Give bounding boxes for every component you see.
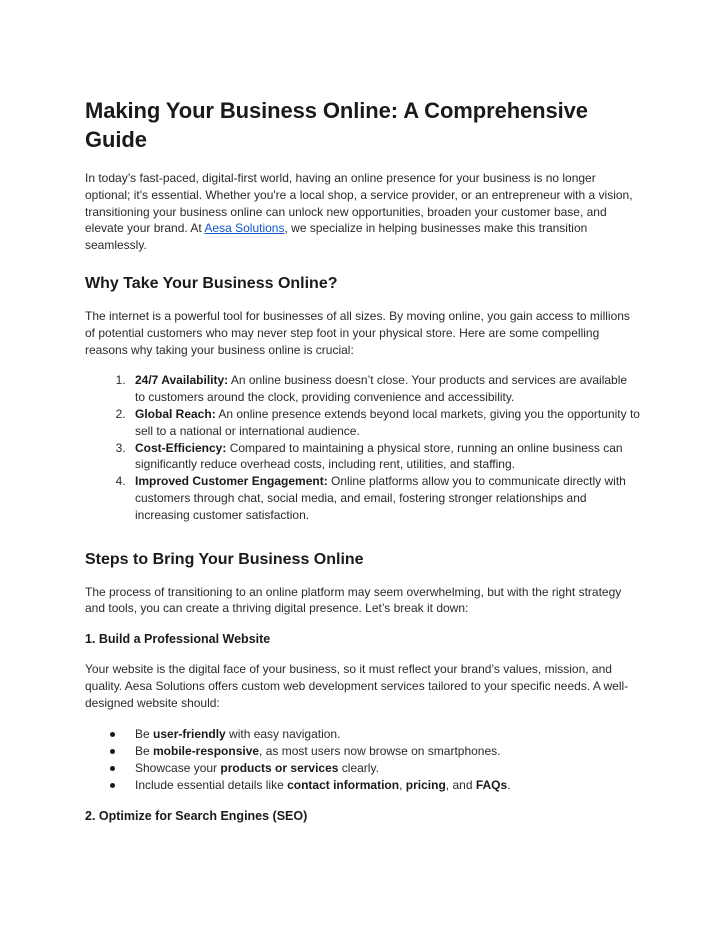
checklist-item xyxy=(129,777,640,794)
item-emphasis: mobile-responsive xyxy=(153,743,260,758)
steps-heading: Steps to Bring Your Business Online xyxy=(85,550,364,568)
intro-paragraph xyxy=(85,170,640,254)
step1-heading: 1. Build a Professional Website xyxy=(85,632,271,647)
step2-heading: 2. Optimize for Search Engines (SEO) xyxy=(85,808,308,823)
steps-paragraph: The process of transitioning to an online platform may seem overwhelming, but with the right strategy and tools, you can create a thriving digital presence. Let’s break it down: xyxy=(85,584,622,616)
item-emphasis: FAQs xyxy=(475,777,508,792)
item-text: , xyxy=(399,777,406,792)
reason-label: Cost-Efficiency: xyxy=(135,440,227,455)
item-text: , and xyxy=(445,777,476,792)
reason-item xyxy=(129,372,640,406)
reason-text: Compared to maintaining a physical store, running an online business can significantly reduce overhead costs, including rent, utilities, and staffing. xyxy=(135,440,623,472)
reason-text: An online presence extends beyond local markets, giving you the opportunity to sell to a national or international audience. xyxy=(135,406,640,438)
reason-text: An online business doesn’t close. Your products and services are available to customers around the clock, providing convenience and accessibility. xyxy=(135,373,628,405)
item-emphasis: products or services xyxy=(220,760,339,775)
checklist-item xyxy=(129,760,640,777)
checklist-item xyxy=(129,743,640,760)
why-paragraph: The internet is a powerful tool for businesses of all sizes. By moving online, you gain access to millions of potential customers who may never step foot in your physical store. Here are some compelling reasons why taking your business online is crucial: xyxy=(85,308,630,357)
reason-item xyxy=(129,406,640,440)
reason-item xyxy=(129,473,640,523)
reason-label: 24/7 Availability: xyxy=(135,373,229,388)
reason-item xyxy=(129,440,640,474)
reason-text: Online platforms allow you to communicate directly with customers through chat, social media, and email, fostering stronger relationships and increasing customer satisfaction. xyxy=(135,474,626,522)
item-text: Be xyxy=(135,743,154,758)
reasons-list xyxy=(85,372,640,523)
intro-text-after: , we specialize in helping businesses make this transition seamlessly. xyxy=(85,221,588,253)
reason-label: Improved Customer Engagement: xyxy=(135,474,328,489)
item-emphasis: contact information xyxy=(287,777,400,792)
reason-label: Global Reach: xyxy=(135,406,216,421)
item-text: . xyxy=(507,777,511,792)
item-text: clearly. xyxy=(338,760,379,775)
intro-text-before: In today’s fast-paced, digital-first world, having an online presence for your business is no longer optional; it's essential. Whether you're a local shop, a service provider, or an entrepreneur with a vision, transitioning your business online can unlock new opportunities, broaden your customer base, and elevate your brand. At xyxy=(85,171,633,236)
item-emphasis: pricing xyxy=(405,777,446,792)
item-text: Include essential details like xyxy=(135,777,288,792)
item-text: , as most users now browse on smartphones. xyxy=(259,743,501,758)
item-text: Showcase your xyxy=(135,760,221,775)
website-checklist xyxy=(85,726,640,794)
why-heading: Why Take Your Business Online? xyxy=(85,274,338,292)
checklist-item xyxy=(129,726,640,743)
item-emphasis: user-friendly xyxy=(153,726,226,741)
step1-paragraph: Your website is the digital face of your business, so it must reflect your brand’s values, mission, and quality. Aesa Solutions offers custom web development services tailored to your specific needs. A well-designed website should: xyxy=(85,662,629,710)
aesa-solutions-link[interactable]: Aesa Solutions xyxy=(204,221,285,236)
item-text: Be xyxy=(135,726,154,741)
document-title: Making Your Business Online: A Comprehensive Guide xyxy=(85,98,588,152)
item-text: with easy navigation. xyxy=(225,726,341,741)
